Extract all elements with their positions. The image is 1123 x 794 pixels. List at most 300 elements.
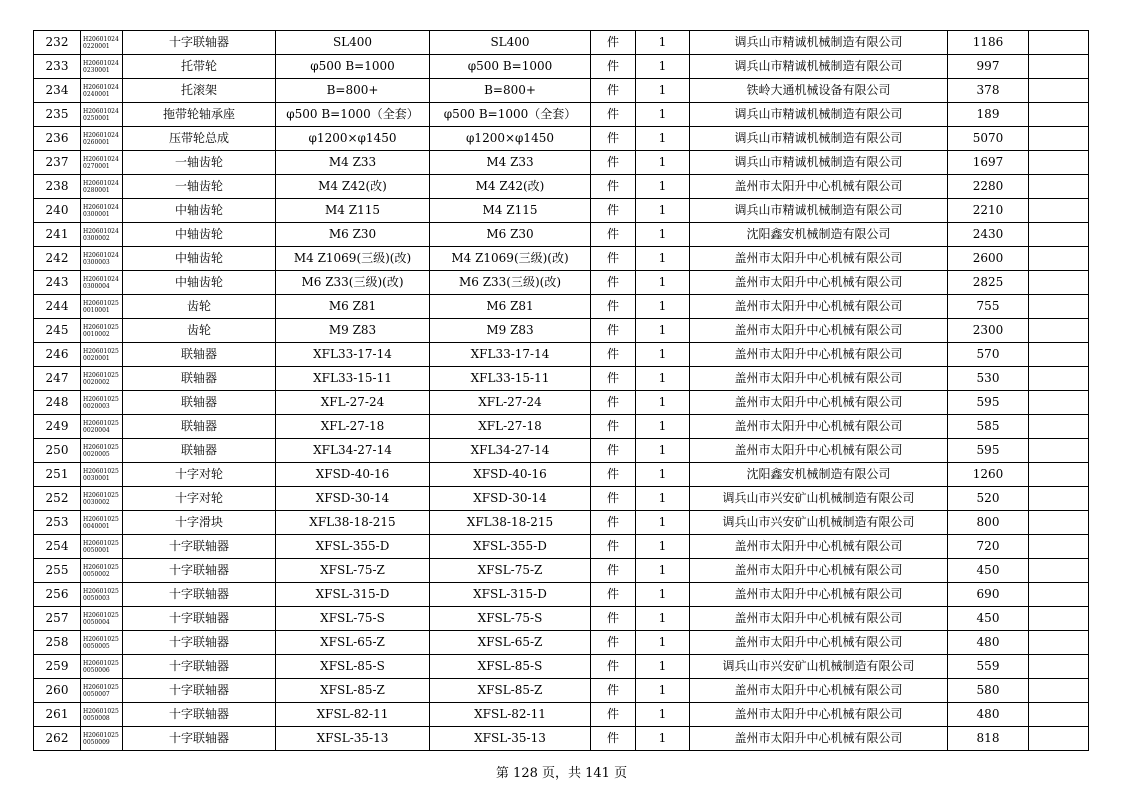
note-cell — [1029, 463, 1089, 487]
specification-cell: XFL-27-24 — [276, 391, 430, 415]
unit-cell: 件 — [591, 703, 636, 727]
row-number-cell: 257 — [34, 607, 81, 631]
part-name-cell: 十字联轴器 — [123, 535, 276, 559]
model-cell: XFL33-17-14 — [430, 343, 591, 367]
row-number-cell: 254 — [34, 535, 81, 559]
model-cell: M4 Z42(改) — [430, 175, 591, 199]
part-name-cell: 十字联轴器 — [123, 727, 276, 751]
note-cell — [1029, 511, 1089, 535]
row-number-cell: 262 — [34, 727, 81, 751]
unit-cell: 件 — [591, 487, 636, 511]
material-code-cell: H20601024 0260001 — [81, 127, 123, 151]
price-cell: 1260 — [948, 463, 1029, 487]
row-number-cell: 243 — [34, 271, 81, 295]
specification-cell: XFSL-82-11 — [276, 703, 430, 727]
parts-price-table — [33, 30, 1089, 751]
model-cell: M4 Z33 — [430, 151, 591, 175]
row-number-cell: 252 — [34, 487, 81, 511]
unit-cell: 件 — [591, 247, 636, 271]
note-cell — [1029, 631, 1089, 655]
material-code-cell: H20601025 0050006 — [81, 655, 123, 679]
price-cell: 480 — [948, 703, 1029, 727]
model-cell: XFL38-18-215 — [430, 511, 591, 535]
model-cell: XFL34-27-14 — [430, 439, 591, 463]
part-name-cell: 十字联轴器 — [123, 679, 276, 703]
quantity-cell: 1 — [636, 727, 690, 751]
supplier-cell: 调兵山市兴安矿山机械制造有限公司 — [690, 511, 948, 535]
specification-cell: XFL34-27-14 — [276, 439, 430, 463]
note-cell — [1029, 559, 1089, 583]
material-code-cell: H20601025 0020002 — [81, 367, 123, 391]
row-number-cell: 246 — [34, 343, 81, 367]
price-cell: 580 — [948, 679, 1029, 703]
part-name-cell: 中轴齿轮 — [123, 271, 276, 295]
specification-cell: XFL-27-18 — [276, 415, 430, 439]
quantity-cell: 1 — [636, 295, 690, 319]
material-code-cell: H20601024 0230001 — [81, 55, 123, 79]
table-row — [34, 127, 1089, 151]
unit-cell: 件 — [591, 79, 636, 103]
model-cell: XFL-27-24 — [430, 391, 591, 415]
unit-cell: 件 — [591, 271, 636, 295]
part-name-cell: 联轴器 — [123, 415, 276, 439]
note-cell — [1029, 343, 1089, 367]
specification-cell: M4 Z1069(三级)(改) — [276, 247, 430, 271]
material-code-cell: H20601024 0300004 — [81, 271, 123, 295]
part-name-cell: 齿轮 — [123, 319, 276, 343]
quantity-cell: 1 — [636, 583, 690, 607]
unit-cell: 件 — [591, 127, 636, 151]
price-cell: 5070 — [948, 127, 1029, 151]
specification-cell: M6 Z33(三级)(改) — [276, 271, 430, 295]
table-row — [34, 319, 1089, 343]
part-name-cell: 十字联轴器 — [123, 31, 276, 55]
material-code-cell: H20601025 0040001 — [81, 511, 123, 535]
table-row — [34, 487, 1089, 511]
unit-cell: 件 — [591, 583, 636, 607]
supplier-cell: 盖州市太阳升中心机械有限公司 — [690, 727, 948, 751]
price-cell: 2600 — [948, 247, 1029, 271]
supplier-cell: 盖州市太阳升中心机械有限公司 — [690, 559, 948, 583]
quantity-cell: 1 — [636, 319, 690, 343]
row-number-cell: 248 — [34, 391, 81, 415]
note-cell — [1029, 487, 1089, 511]
unit-cell: 件 — [591, 367, 636, 391]
quantity-cell: 1 — [636, 607, 690, 631]
specification-cell: φ500 B=1000 — [276, 55, 430, 79]
specification-cell: XFSL-35-13 — [276, 727, 430, 751]
specification-cell: M9 Z83 — [276, 319, 430, 343]
material-code-cell: H20601024 0300002 — [81, 223, 123, 247]
row-number-cell: 241 — [34, 223, 81, 247]
material-code-cell: H20601024 0270001 — [81, 151, 123, 175]
part-name-cell: 联轴器 — [123, 439, 276, 463]
note-cell — [1029, 415, 1089, 439]
part-name-cell: 拖带轮轴承座 — [123, 103, 276, 127]
supplier-cell: 调兵山市精诚机械制造有限公司 — [690, 127, 948, 151]
material-code-cell: H20601025 0020003 — [81, 391, 123, 415]
model-cell: φ500 B=1000 — [430, 55, 591, 79]
table-row — [34, 391, 1089, 415]
specification-cell: XFSL-65-Z — [276, 631, 430, 655]
model-cell: φ500 B=1000（全套） — [430, 103, 591, 127]
note-cell — [1029, 295, 1089, 319]
note-cell — [1029, 127, 1089, 151]
table-row — [34, 343, 1089, 367]
note-cell — [1029, 367, 1089, 391]
specification-cell: XFL33-17-14 — [276, 343, 430, 367]
supplier-cell: 盖州市太阳升中心机械有限公司 — [690, 679, 948, 703]
supplier-cell: 盖州市太阳升中心机械有限公司 — [690, 535, 948, 559]
table-row — [34, 103, 1089, 127]
part-name-cell: 齿轮 — [123, 295, 276, 319]
part-name-cell: 十字联轴器 — [123, 559, 276, 583]
unit-cell: 件 — [591, 535, 636, 559]
table-row — [34, 31, 1089, 55]
table-row — [34, 655, 1089, 679]
model-cell: XFSL-65-Z — [430, 631, 591, 655]
specification-cell: XFSL-75-Z — [276, 559, 430, 583]
supplier-cell: 盖州市太阳升中心机械有限公司 — [690, 415, 948, 439]
part-name-cell: 十字联轴器 — [123, 583, 276, 607]
note-cell — [1029, 103, 1089, 127]
supplier-cell: 调兵山市兴安矿山机械制造有限公司 — [690, 655, 948, 679]
row-number-cell: 258 — [34, 631, 81, 655]
note-cell — [1029, 175, 1089, 199]
row-number-cell: 261 — [34, 703, 81, 727]
table-row — [34, 271, 1089, 295]
specification-cell: XFSD-30-14 — [276, 487, 430, 511]
specification-cell: B=800+ — [276, 79, 430, 103]
price-cell: 595 — [948, 391, 1029, 415]
note-cell — [1029, 199, 1089, 223]
note-cell — [1029, 247, 1089, 271]
unit-cell: 件 — [591, 55, 636, 79]
unit-cell: 件 — [591, 463, 636, 487]
supplier-cell: 调兵山市精诚机械制造有限公司 — [690, 55, 948, 79]
part-name-cell: 一轴齿轮 — [123, 151, 276, 175]
price-cell: 1186 — [948, 31, 1029, 55]
part-name-cell: 十字联轴器 — [123, 655, 276, 679]
quantity-cell: 1 — [636, 655, 690, 679]
model-cell: XFSD-30-14 — [430, 487, 591, 511]
table-row — [34, 55, 1089, 79]
part-name-cell: 一轴齿轮 — [123, 175, 276, 199]
specification-cell: XFSL-85-Z — [276, 679, 430, 703]
material-code-cell: H20601024 0220001 — [81, 31, 123, 55]
unit-cell: 件 — [591, 415, 636, 439]
note-cell — [1029, 79, 1089, 103]
specification-cell: φ1200×φ1450 — [276, 127, 430, 151]
supplier-cell: 调兵山市精诚机械制造有限公司 — [690, 151, 948, 175]
model-cell: XFL-27-18 — [430, 415, 591, 439]
table-row — [34, 415, 1089, 439]
quantity-cell: 1 — [636, 103, 690, 127]
model-cell: M4 Z115 — [430, 199, 591, 223]
row-number-cell: 242 — [34, 247, 81, 271]
material-code-cell: H20601025 0050007 — [81, 679, 123, 703]
row-number-cell: 240 — [34, 199, 81, 223]
unit-cell: 件 — [591, 655, 636, 679]
quantity-cell: 1 — [636, 175, 690, 199]
quantity-cell: 1 — [636, 535, 690, 559]
model-cell: XFSL-355-D — [430, 535, 591, 559]
supplier-cell: 铁岭大通机械设备有限公司 — [690, 79, 948, 103]
table-row — [34, 199, 1089, 223]
material-code-cell: H20601025 0050008 — [81, 703, 123, 727]
quantity-cell: 1 — [636, 199, 690, 223]
specification-cell: M6 Z30 — [276, 223, 430, 247]
specification-cell: XFSD-40-16 — [276, 463, 430, 487]
model-cell: M6 Z30 — [430, 223, 591, 247]
specification-cell: M4 Z42(改) — [276, 175, 430, 199]
note-cell — [1029, 679, 1089, 703]
specification-cell: M6 Z81 — [276, 295, 430, 319]
note-cell — [1029, 535, 1089, 559]
note-cell — [1029, 439, 1089, 463]
specification-cell: φ500 B=1000（全套） — [276, 103, 430, 127]
part-name-cell: 联轴器 — [123, 391, 276, 415]
unit-cell: 件 — [591, 31, 636, 55]
part-name-cell: 十字滑块 — [123, 511, 276, 535]
row-number-cell: 244 — [34, 295, 81, 319]
specification-cell: M4 Z115 — [276, 199, 430, 223]
unit-cell: 件 — [591, 151, 636, 175]
part-name-cell: 十字联轴器 — [123, 607, 276, 631]
note-cell — [1029, 31, 1089, 55]
price-cell: 2300 — [948, 319, 1029, 343]
price-cell: 2430 — [948, 223, 1029, 247]
table-row — [34, 463, 1089, 487]
quantity-cell: 1 — [636, 367, 690, 391]
material-code-cell: H20601024 0300001 — [81, 199, 123, 223]
table-row — [34, 367, 1089, 391]
price-cell: 559 — [948, 655, 1029, 679]
price-cell: 800 — [948, 511, 1029, 535]
quantity-cell: 1 — [636, 247, 690, 271]
note-cell — [1029, 655, 1089, 679]
specification-cell: XFSL-355-D — [276, 535, 430, 559]
unit-cell: 件 — [591, 607, 636, 631]
unit-cell: 件 — [591, 439, 636, 463]
unit-cell: 件 — [591, 511, 636, 535]
note-cell — [1029, 391, 1089, 415]
supplier-cell: 调兵山市精诚机械制造有限公司 — [690, 103, 948, 127]
model-cell: XFSL-82-11 — [430, 703, 591, 727]
model-cell: M9 Z83 — [430, 319, 591, 343]
price-cell: 378 — [948, 79, 1029, 103]
row-number-cell: 250 — [34, 439, 81, 463]
material-code-cell: H20601025 0030002 — [81, 487, 123, 511]
row-number-cell: 245 — [34, 319, 81, 343]
quantity-cell: 1 — [636, 487, 690, 511]
supplier-cell: 盖州市太阳升中心机械有限公司 — [690, 247, 948, 271]
material-code-cell: H20601025 0020001 — [81, 343, 123, 367]
table-row — [34, 535, 1089, 559]
specification-cell: XFL33-15-11 — [276, 367, 430, 391]
price-cell: 480 — [948, 631, 1029, 655]
row-number-cell: 237 — [34, 151, 81, 175]
price-cell: 690 — [948, 583, 1029, 607]
part-name-cell: 十字对轮 — [123, 487, 276, 511]
row-number-cell: 251 — [34, 463, 81, 487]
table-row — [34, 727, 1089, 751]
unit-cell: 件 — [591, 199, 636, 223]
supplier-cell: 调兵山市兴安矿山机械制造有限公司 — [690, 487, 948, 511]
price-cell: 2280 — [948, 175, 1029, 199]
supplier-cell: 盖州市太阳升中心机械有限公司 — [690, 703, 948, 727]
supplier-cell: 盖州市太阳升中心机械有限公司 — [690, 343, 948, 367]
price-cell: 755 — [948, 295, 1029, 319]
specification-cell: XFL38-18-215 — [276, 511, 430, 535]
part-name-cell: 联轴器 — [123, 367, 276, 391]
unit-cell: 件 — [591, 103, 636, 127]
table-row — [34, 223, 1089, 247]
price-cell: 450 — [948, 559, 1029, 583]
part-name-cell: 联轴器 — [123, 343, 276, 367]
quantity-cell: 1 — [636, 559, 690, 583]
row-number-cell: 256 — [34, 583, 81, 607]
note-cell — [1029, 223, 1089, 247]
model-cell: XFSL-75-S — [430, 607, 591, 631]
supplier-cell: 盖州市太阳升中心机械有限公司 — [690, 319, 948, 343]
model-cell: SL400 — [430, 31, 591, 55]
row-number-cell: 235 — [34, 103, 81, 127]
table-row — [34, 439, 1089, 463]
table-row — [34, 79, 1089, 103]
unit-cell: 件 — [591, 223, 636, 247]
material-code-cell: H20601025 0010002 — [81, 319, 123, 343]
material-code-cell: H20601024 0250001 — [81, 103, 123, 127]
unit-cell: 件 — [591, 559, 636, 583]
note-cell — [1029, 703, 1089, 727]
table-row — [34, 679, 1089, 703]
specification-cell: XFSL-85-S — [276, 655, 430, 679]
table-row — [34, 607, 1089, 631]
price-cell: 585 — [948, 415, 1029, 439]
note-cell — [1029, 271, 1089, 295]
supplier-cell: 盖州市太阳升中心机械有限公司 — [690, 391, 948, 415]
row-number-cell: 234 — [34, 79, 81, 103]
model-cell: M4 Z1069(三级)(改) — [430, 247, 591, 271]
price-cell: 530 — [948, 367, 1029, 391]
price-cell: 570 — [948, 343, 1029, 367]
note-cell — [1029, 55, 1089, 79]
quantity-cell: 1 — [636, 151, 690, 175]
supplier-cell: 盖州市太阳升中心机械有限公司 — [690, 631, 948, 655]
material-code-cell: H20601025 0050004 — [81, 607, 123, 631]
supplier-cell: 调兵山市精诚机械制造有限公司 — [690, 199, 948, 223]
note-cell — [1029, 319, 1089, 343]
row-number-cell: 233 — [34, 55, 81, 79]
table-row — [34, 703, 1089, 727]
material-code-cell: H20601025 0020004 — [81, 415, 123, 439]
row-number-cell: 259 — [34, 655, 81, 679]
table-row — [34, 295, 1089, 319]
quantity-cell: 1 — [636, 631, 690, 655]
price-cell: 818 — [948, 727, 1029, 751]
quantity-cell: 1 — [636, 703, 690, 727]
unit-cell: 件 — [591, 319, 636, 343]
part-name-cell: 十字对轮 — [123, 463, 276, 487]
price-cell: 189 — [948, 103, 1029, 127]
page-number: 第 128 页，共 141 页 — [495, 766, 628, 781]
material-code-cell: H20601024 0300003 — [81, 247, 123, 271]
part-name-cell: 十字联轴器 — [123, 631, 276, 655]
supplier-cell: 盖州市太阳升中心机械有限公司 — [690, 367, 948, 391]
supplier-cell: 盖州市太阳升中心机械有限公司 — [690, 583, 948, 607]
material-code-cell: H20601025 0020005 — [81, 439, 123, 463]
price-cell: 2210 — [948, 199, 1029, 223]
table-row — [34, 247, 1089, 271]
material-code-cell: H20601025 0050002 — [81, 559, 123, 583]
price-cell: 997 — [948, 55, 1029, 79]
model-cell: XFSD-40-16 — [430, 463, 591, 487]
unit-cell: 件 — [591, 679, 636, 703]
note-cell — [1029, 151, 1089, 175]
model-cell: B=800+ — [430, 79, 591, 103]
supplier-cell: 盖州市太阳升中心机械有限公司 — [690, 439, 948, 463]
price-cell: 1697 — [948, 151, 1029, 175]
material-code-cell: H20601025 0050001 — [81, 535, 123, 559]
supplier-cell: 盖州市太阳升中心机械有限公司 — [690, 295, 948, 319]
price-cell: 520 — [948, 487, 1029, 511]
row-number-cell: 247 — [34, 367, 81, 391]
quantity-cell: 1 — [636, 55, 690, 79]
part-name-cell: 托带轮 — [123, 55, 276, 79]
quantity-cell: 1 — [636, 31, 690, 55]
quantity-cell: 1 — [636, 415, 690, 439]
price-cell: 450 — [948, 607, 1029, 631]
model-cell: XFSL-75-Z — [430, 559, 591, 583]
quantity-cell: 1 — [636, 463, 690, 487]
quantity-cell: 1 — [636, 391, 690, 415]
table-row — [34, 559, 1089, 583]
unit-cell: 件 — [591, 727, 636, 751]
material-code-cell: H20601025 0050003 — [81, 583, 123, 607]
row-number-cell: 238 — [34, 175, 81, 199]
table-row — [34, 583, 1089, 607]
note-cell — [1029, 583, 1089, 607]
specification-cell: XFSL-315-D — [276, 583, 430, 607]
supplier-cell: 盖州市太阳升中心机械有限公司 — [690, 271, 948, 295]
quantity-cell: 1 — [636, 343, 690, 367]
part-name-cell: 中轴齿轮 — [123, 223, 276, 247]
row-number-cell: 253 — [34, 511, 81, 535]
model-cell: XFSL-35-13 — [430, 727, 591, 751]
row-number-cell: 232 — [34, 31, 81, 55]
unit-cell: 件 — [591, 631, 636, 655]
specification-cell: SL400 — [276, 31, 430, 55]
material-code-cell: H20601025 0030001 — [81, 463, 123, 487]
material-code-cell: H20601025 0050009 — [81, 727, 123, 751]
price-cell: 2825 — [948, 271, 1029, 295]
quantity-cell: 1 — [636, 511, 690, 535]
material-code-cell: H20601024 0240001 — [81, 79, 123, 103]
price-cell: 720 — [948, 535, 1029, 559]
price-cell: 595 — [948, 439, 1029, 463]
quantity-cell: 1 — [636, 127, 690, 151]
note-cell — [1029, 727, 1089, 751]
table-row — [34, 511, 1089, 535]
supplier-cell: 调兵山市精诚机械制造有限公司 — [690, 31, 948, 55]
material-code-cell: H20601024 0280001 — [81, 175, 123, 199]
quantity-cell: 1 — [636, 439, 690, 463]
unit-cell: 件 — [591, 391, 636, 415]
row-number-cell: 249 — [34, 415, 81, 439]
table-row — [34, 175, 1089, 199]
quantity-cell: 1 — [636, 271, 690, 295]
